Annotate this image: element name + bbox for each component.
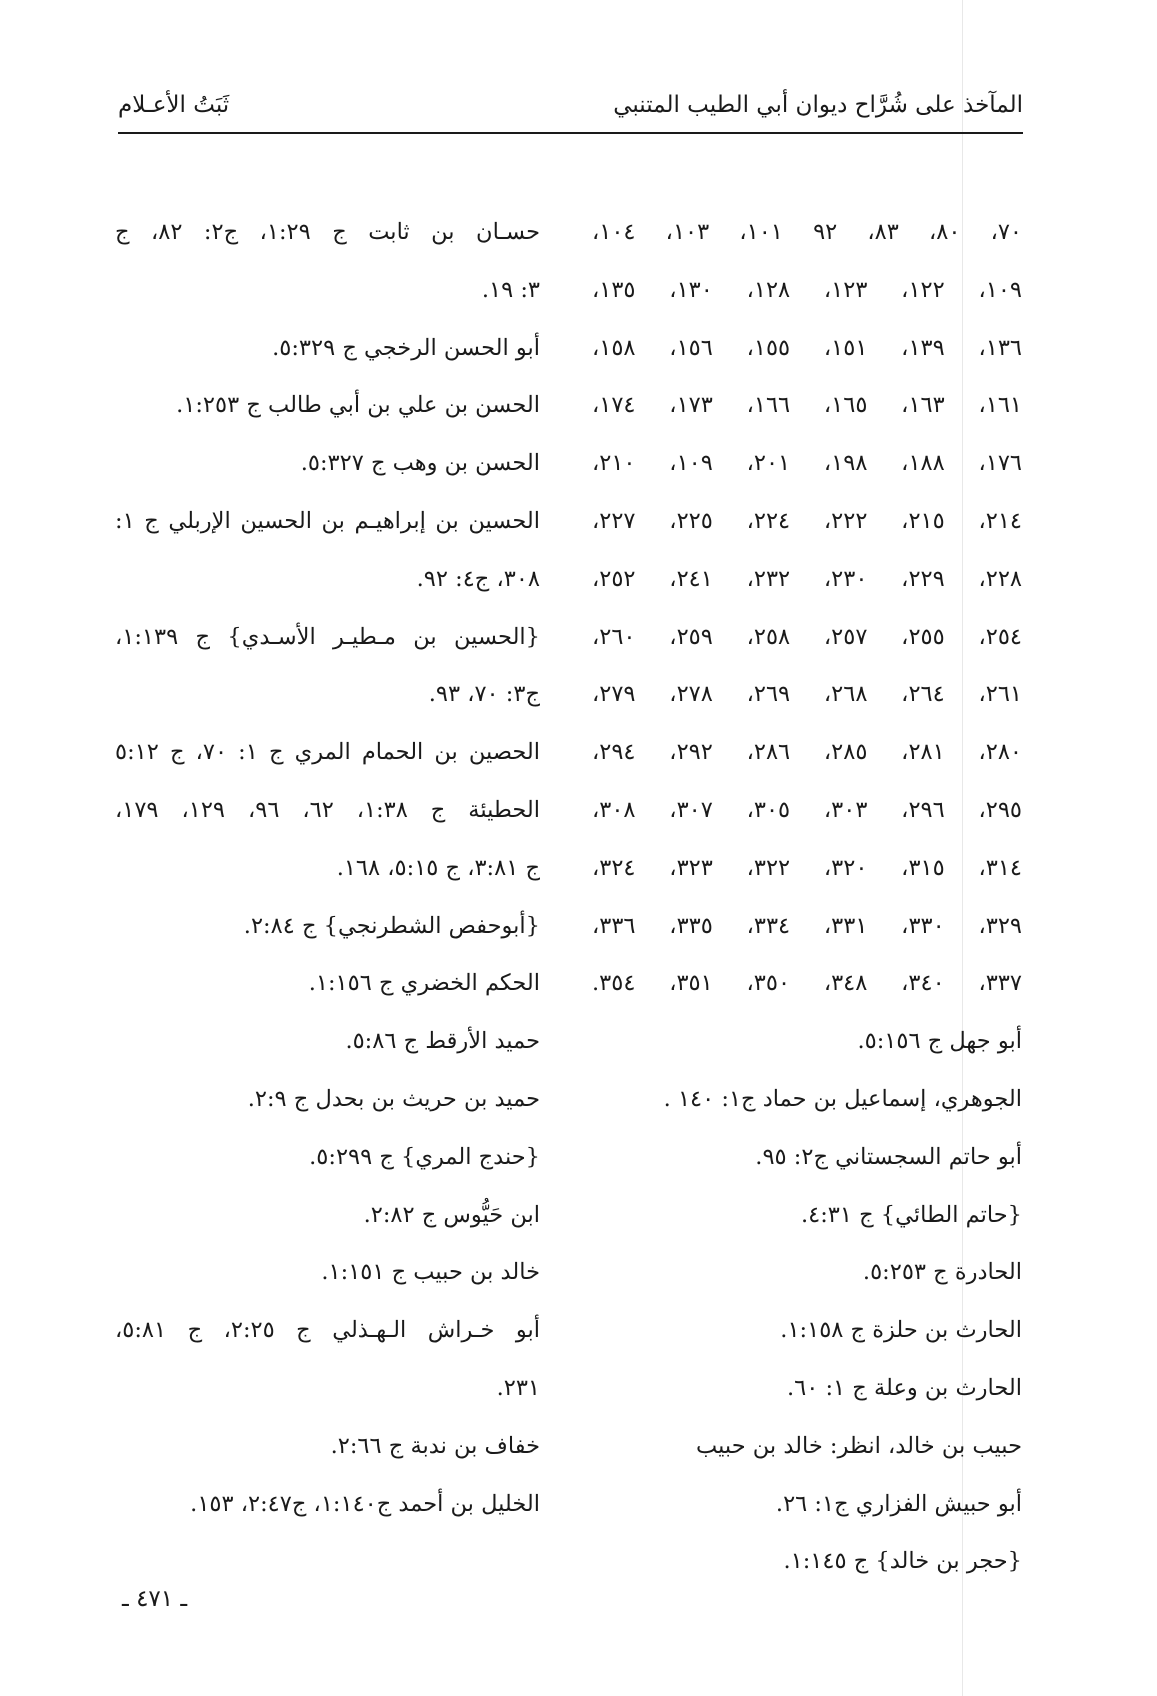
index-line: ١٠٩، ١٢٢، ١٢٣، ١٢٨، ١٣٠، ١٣٥، (592, 276, 1022, 303)
index-entry: الحكم الخضري ج ١:١٥٦. (308, 970, 540, 997)
index-line: ١٧٦، ١٨٨، ١٩٨، ٢٠١، ١٠٩، ٢١٠، (592, 450, 1022, 477)
index-line: ٢١٤، ٢١٥، ٢٢٢، ٢٢٤، ٢٢٥، ٢٢٧، (592, 507, 1022, 534)
index-entry: {حندج المري} ج ٥:٢٩٩. (309, 1143, 540, 1170)
index-entry: {أبوحفص الشطرنجي} ج ٢:٨٤. (243, 912, 540, 939)
index-line: ٧٠، ٨٠، ٨٣، ٩٢ ١٠١، ١٠٣، ١٠٤، (592, 219, 1022, 245)
index-line: ١٦١، ١٦٣، ١٦٥، ١٦٦، ١٧٣، ١٧٤، (592, 392, 1022, 419)
index-line: ٣٣٧، ٣٤٠، ٣٤٨، ٣٥٠، ٣٥١، ٣٥٤. (592, 970, 1022, 997)
index-entry: أبو خـراش الـهـذلي ج ٢:٢٥، ج ٥:٨١، (115, 1317, 540, 1344)
index-entry: حميد الأرقط ج ٥:٨٦. (345, 1028, 540, 1055)
index-line: ٢٨٠، ٢٨١، ٢٨٥، ٢٨٦، ٢٩٢، ٢٩٤، (592, 739, 1022, 766)
index-entry: ابن حَيُّوس ج ٢:٨٢. (363, 1201, 540, 1228)
index-column-right (592, 204, 1022, 1591)
index-entry-continuation: ٣: ١٩. (481, 276, 540, 303)
index-entry: {الحسين بن مـطيـر الأسـدي} ج ١:١٣٩، (115, 623, 540, 650)
index-entry: الحسين بن إبراهيـم بن الحسين الإربلي ج ١: (115, 507, 540, 534)
index-entry: أبو جهل ج ٥:١٥٦. (857, 1028, 1022, 1055)
index-entry: الحادرة ج ٥:٢٥٣. (862, 1259, 1022, 1286)
index-entry-continuation: ٢٣١. (496, 1374, 540, 1401)
index-entry-continuation: ٣٠٨، ج٤: ٩٢. (416, 565, 540, 592)
index-entry: الجوهري، إسماعيل بن حماد ج١: ١٤٠ . (663, 1085, 1022, 1112)
index-line: ٢٢٨، ٢٢٩، ٢٣٠، ٢٣٢، ٢٤١، ٢٥٢، (592, 565, 1022, 592)
index-line: ٢٩٥، ٢٩٦، ٣٠٣، ٣٠٥، ٣٠٧، ٣٠٨، (592, 796, 1022, 823)
book-title: المآخذ على شُرَّاح ديوان أبي الطيب المتنبي (613, 92, 1023, 118)
section-title: ثَبَتُ الأعـلام (118, 92, 230, 118)
index-entry: الحطيئة ج ١:٣٨، ٦٢، ٩٦، ١٢٩، ١٧٩، (115, 796, 540, 823)
index-entry: حبيب بن خالد، انظر: خالد بن حبيب (696, 1432, 1022, 1459)
index-entry: {حجر بن خالد} ج ١:١٤٥. (783, 1548, 1022, 1575)
index-line: ١٣٦، ١٣٩، ١٥١، ١٥٥، ١٥٦، ١٥٨، (592, 334, 1022, 361)
index-line: ٢٦١، ٢٦٤، ٢٦٨، ٢٦٩، ٢٧٨، ٢٧٩، (592, 681, 1022, 708)
index-entry: أبو حاتم السجستاني ج٢: ٩٥. (755, 1143, 1022, 1170)
index-entry: خفاف بن ندبة ج ٢:٦٦. (330, 1432, 540, 1459)
index-entry: {حاتم الطائي} ج ٤:٣١. (800, 1201, 1022, 1228)
index-column-left (115, 204, 540, 1533)
running-header (118, 88, 1023, 134)
index-entry: خالد بن حبيب ج ١:١٥١. (321, 1259, 540, 1286)
index-entry: الحصين بن الحمام المري ج ١: ٧٠، ج ٥:١٢ (115, 739, 540, 766)
index-line: ٣٢٩، ٣٣٠، ٣٣١، ٣٣٤، ٣٣٥، ٣٣٦، (592, 912, 1022, 939)
index-entry: الحارث بن حلزة ج ١:١٥٨. (780, 1317, 1022, 1344)
index-line: ٢٥٤، ٢٥٥، ٢٥٧، ٢٥٨، ٢٥٩، ٢٦٠، (592, 623, 1022, 650)
index-entry: الحسن بن علي بن أبي طالب ج ١:٢٥٣. (176, 392, 540, 419)
index-line: ٣١٤، ٣١٥، ٣٢٠، ٣٢٢، ٣٢٣، ٣٢٤، (592, 854, 1022, 881)
index-entry: أبو الحسن الرخجي ج ٥:٣٢٩. (272, 334, 540, 361)
index-entry-continuation: ج ٣:٨١، ج ٥:١٥، ١٦٨. (336, 854, 540, 881)
index-entry: الخليل بن أحمد ج١:١٤٠، ج٢:٤٧، ١٥٣. (190, 1490, 540, 1517)
index-entry-continuation: ج٣: ٧٠، ٩٣. (428, 681, 540, 708)
index-entry: حميد بن حريث بن بحدل ج ٢:٩. (247, 1085, 540, 1112)
index-entry: الحسن بن وهب ج ٥:٣٢٧. (300, 450, 540, 477)
index-entry: حسـان بن ثابت ج ١:٢٩، ج٢: ٨٢، ج (115, 219, 540, 245)
index-entry: الحارث بن وعلة ج ١: ٦٠. (786, 1374, 1022, 1401)
index-entry: أبو حبيش الفزاري ج١: ٢٦. (775, 1490, 1022, 1517)
page-number: ـ ٤٧١ ـ (122, 1586, 188, 1612)
